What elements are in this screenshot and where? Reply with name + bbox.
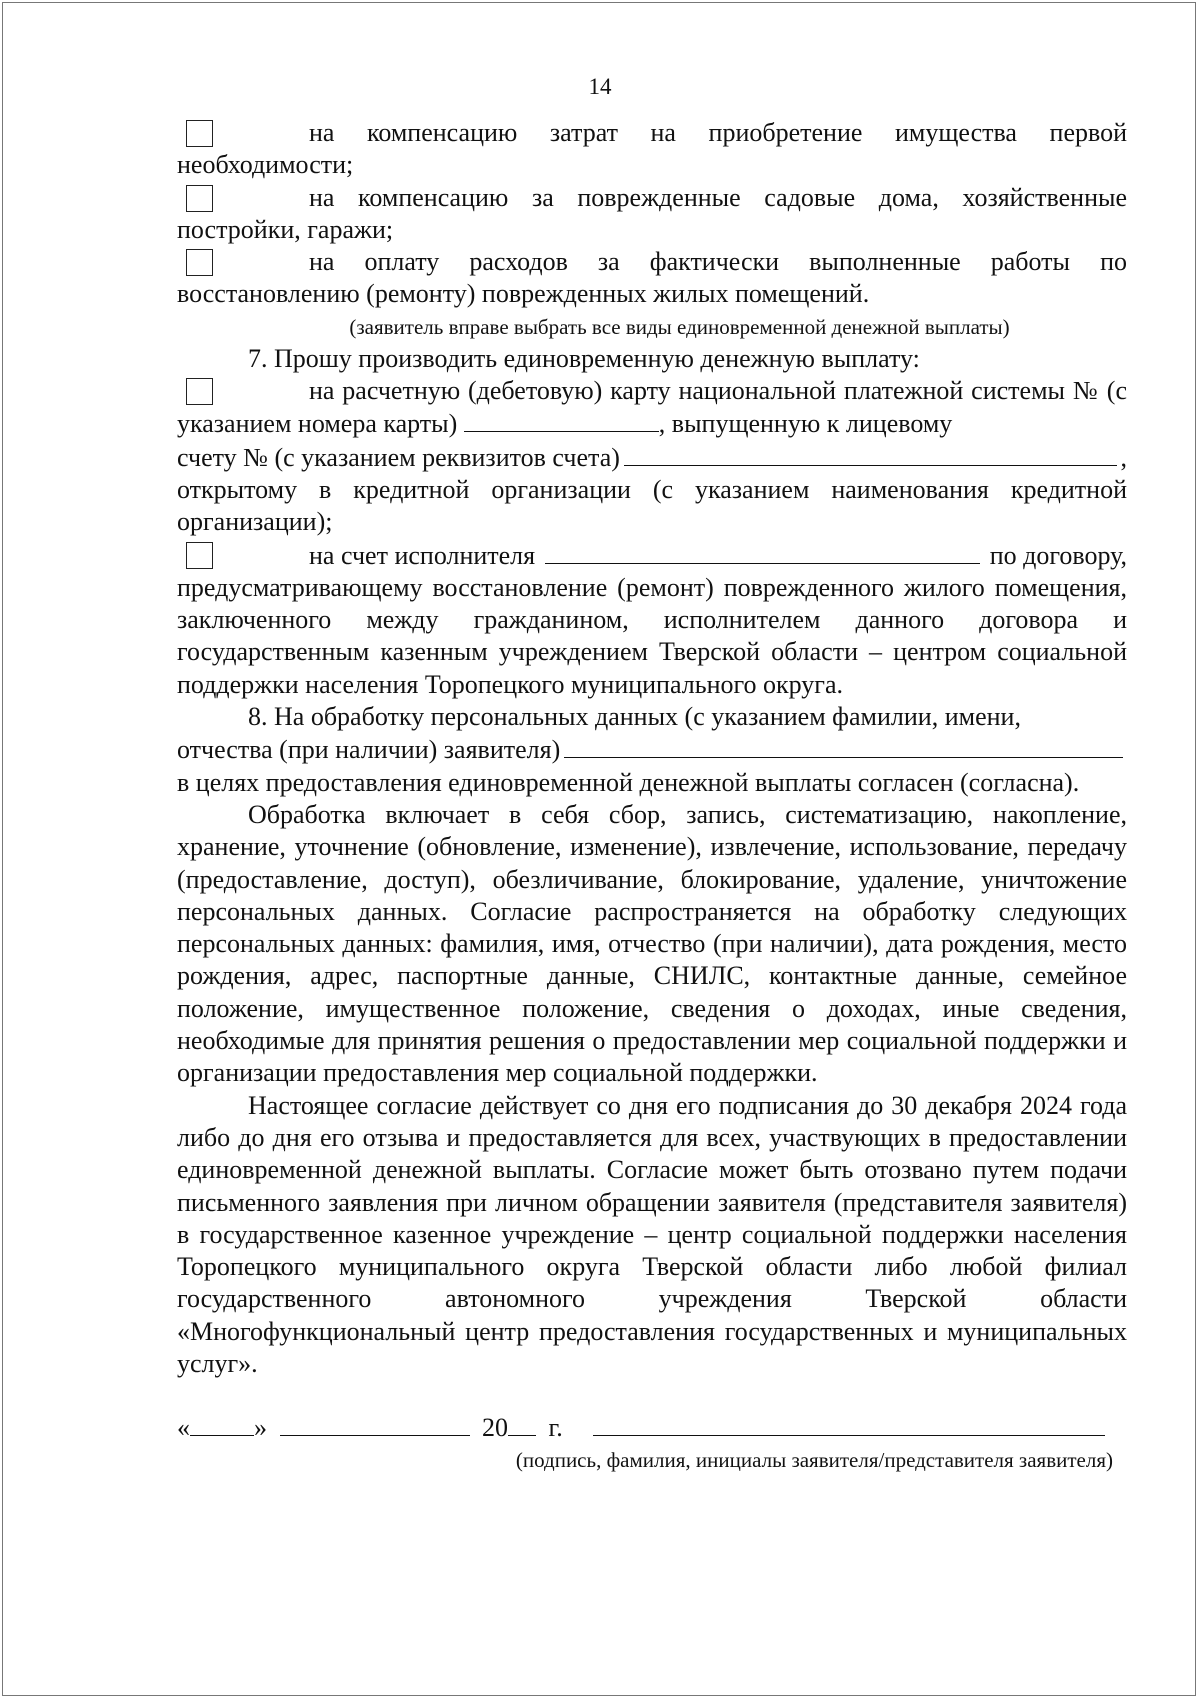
checkbox-bank-card[interactable]: [186, 378, 213, 405]
card-text-part1: на расчетную (дебетовую) карту национальной платежной системы № (с указанием номера карты): [177, 376, 1127, 439]
applicant-name-label: отчества (при наличии) заявителя): [177, 735, 561, 765]
section-8-line1: 8. На обработку персональных данных (с указанием фамилии, имени,: [248, 702, 1021, 732]
year-prefix: 20: [482, 1413, 508, 1443]
payment-selection-note: (заявитель вправе выбрать все виды единовременной денежной выплаты): [349, 314, 1010, 339]
account-line: [177, 441, 1127, 474]
payment-option-repair-text: на оплату расходов за фактически выполненные работы по восстановлению (ремонту) поврежденных жилых помещений.: [177, 247, 1127, 309]
card-text-part4: ,: [1120, 442, 1127, 472]
payment-option-repair: [177, 246, 1127, 311]
payment-option-garden: [177, 182, 1127, 247]
day-field[interactable]: [190, 1411, 254, 1436]
contractor-text-part1: на счет исполнителя: [309, 540, 536, 570]
contractor-text-part3: предусматривающему восстановление (ремонт) поврежденного жилого помещения, заключенного между гражданином, исполнителем данного договора и государственным казенным учреждением Тверской области – центром социальной поддержки населения Торопецкого муниципального округа.: [177, 572, 1127, 699]
contractor-text-part2: по договору,: [989, 540, 1127, 570]
payment-option-property: [177, 117, 1127, 182]
payment-option-garden-text: на компенсацию за поврежденные садовые дома, хозяйственные постройки, гаражи;: [177, 182, 1127, 244]
year-suffix: г.: [548, 1413, 563, 1443]
contractor-account-field[interactable]: [545, 539, 980, 564]
quote-open: «: [177, 1413, 190, 1443]
checkbox-contractor-account[interactable]: [186, 542, 213, 569]
signature-field[interactable]: [593, 1411, 1105, 1436]
checkbox-garden-compensation[interactable]: [186, 185, 213, 212]
page-number: 14: [588, 74, 612, 99]
section-8-line2: [177, 733, 1127, 766]
payment-method-card: [177, 375, 1127, 441]
applicant-name-field[interactable]: [564, 733, 1123, 758]
processing-description: Обработка включает в себя сбор, запись, систематизацию, накопление, хранение, уточнение (обновление, изменение), извлечение, использование, передачу (предоставление, доступ), обезличивание, блокирование, удаление, уничтожение персональных данных. Согласие распространяется на обработку следующих персональных данных: фамилия, имя, отчество (при наличии), дата рождения, место рождения, адрес, паспортные данные, СНИЛС, контактные данные, семейное положение, имущественное положение, сведения о доходах, иные сведения, необходимые для принятия решения о предоставлении мер социальной поддержки и организации предоставления мер социальной поддержки.: [177, 799, 1127, 1088]
signature-caption: (подпись, фамилия, инициалы заявителя/представителя заявителя): [515, 1447, 1113, 1472]
credit-org-line: открытому в кредитной организации (с указанием наименования кредитной организации);: [177, 474, 1127, 537]
signature-row: [177, 1411, 1127, 1444]
section-8-consent: в целях предоставления единовременной денежной выплаты согласен (согласна).: [177, 767, 1080, 797]
payment-option-property-text: на компенсацию затрат на приобретение имущества первой необходимости;: [177, 118, 1127, 180]
month-field[interactable]: [280, 1411, 470, 1436]
consent-validity: Настоящее согласие действует со дня его подписания до 30 декабря 2024 года либо до дня его отзыва и предоставляется для всех, участвующих в предоставлении единовременной денежной выплаты. Согласие может быть отозвано путем подачи письменного заявления при личном обращении заявителя (представителя заявителя) в государственное казенное учреждение – центр социальной поддержки населения Торопецкого муниципального округа Тверской области либо любой филиал государственного автономного учреждения Тверской области «Многофункциональный центр предоставления государственных и муниципальных услуг».: [177, 1090, 1127, 1378]
card-text-part2: , выпущенную к лицевому: [658, 409, 953, 439]
account-details-field[interactable]: [624, 441, 1117, 466]
section-7-heading: 7. Прошу производить единовременную денежную выплату:: [248, 343, 920, 373]
checkbox-property-compensation[interactable]: [186, 120, 213, 147]
payment-method-contractor: [177, 539, 1127, 572]
card-text-part3: счету № (с указанием реквизитов счета): [177, 442, 620, 472]
quote-close: »: [254, 1413, 267, 1443]
card-number-field[interactable]: [464, 407, 659, 432]
document-body: [177, 117, 1127, 1475]
year-field[interactable]: [508, 1411, 536, 1436]
checkbox-repair-payment[interactable]: [186, 249, 213, 276]
